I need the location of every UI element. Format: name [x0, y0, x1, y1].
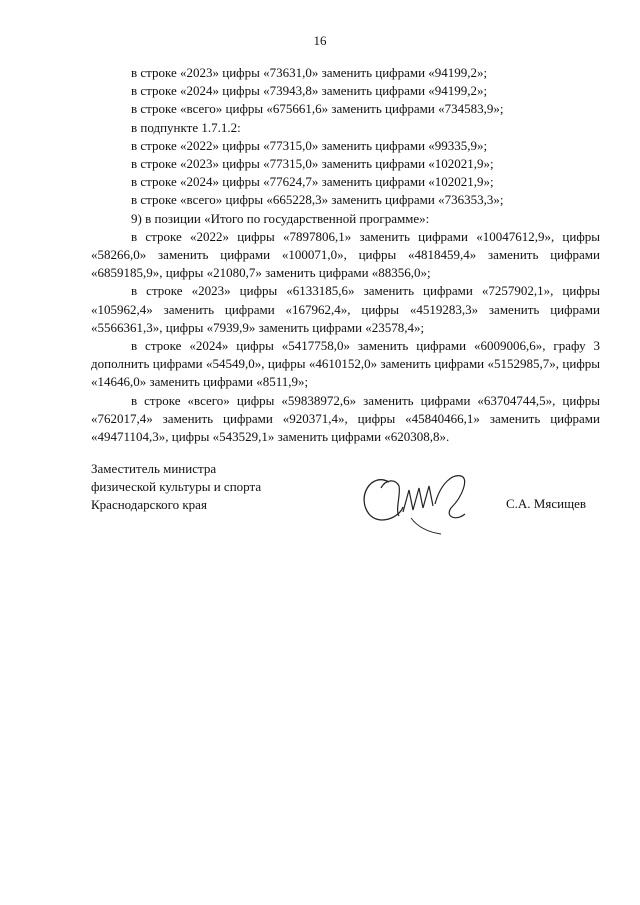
paragraph: в строке «2024» цифры «5417758,0» заменить цифрами «6009006,6», графу 3 дополнить цифрами «54549,0», цифры «4610152,0» заменить цифрами «5152985,7», цифры «14646,0» заменить цифрами «8511,9»; — [91, 338, 600, 390]
signature-block — [91, 460, 611, 550]
text-line: в строке «2024» цифры «77624,7» заменить цифрами «102021,9»; — [131, 174, 494, 190]
text-line: в строке «2023» цифры «77315,0» заменить цифрами «102021,9»; — [131, 156, 494, 172]
signer-name: С.А. Мясищев — [506, 496, 586, 511]
text-line: в строке «всего» цифры «665228,3» заменить цифрами «736353,3»; — [131, 192, 504, 208]
document-body — [91, 64, 600, 446]
text-line: в строке «всего» цифры «675661,6» заменить цифрами «734583,9»; — [131, 101, 504, 117]
signer-title-line: Краснодарского края — [91, 497, 207, 512]
text-line: в строке «2022» цифры «77315,0» заменить цифрами «99335,9»; — [131, 137, 488, 153]
signer-title-line: Заместитель министра — [91, 461, 217, 476]
paragraph: в строке «всего» цифры «59838972,6» заменить цифрами «63704744,5», цифры «762017,4» заменить цифрами «920371,4», цифры «45840466,1» заменить цифрами «49471104,3», цифры «543529,1» заменить цифрами «620308,8». — [91, 392, 600, 445]
signer-title-line: физической культуры и спорта — [91, 479, 262, 494]
text-line: в строке «2023» цифры «73631,0» заменить цифрами «94199,2»; — [131, 65, 488, 80]
text-line: 9) в позиции «Итого по государственной программе»: — [131, 210, 430, 226]
handwritten-signature — [351, 452, 481, 547]
text-line: в подпункте 1.7.1.2: — [131, 119, 241, 135]
text-line: в строке «2024» цифры «73943,8» заменить цифрами «94199,2»; — [131, 83, 488, 99]
paragraph: в строке «2023» цифры «6133185,6» заменить цифрами «7257902,1», цифры «105962,4» заменить цифрами «167962,4», цифры «4519283,3» заменить цифрами «5566361,3», цифры «7939,9» заменить цифрами «23578,4»; — [91, 283, 600, 335]
signer-title — [91, 460, 261, 514]
paragraph: в строке «2022» цифры «7897806,1» заменить цифрами «10047612,9», цифры «58266,0» заменить цифрами «100071,0», цифры «4818459,4» заменить цифрами «6859185,9», цифры «21080,7» заменить цифрами «88356,0»; — [91, 228, 600, 281]
page-number: 16 — [313, 33, 327, 48]
